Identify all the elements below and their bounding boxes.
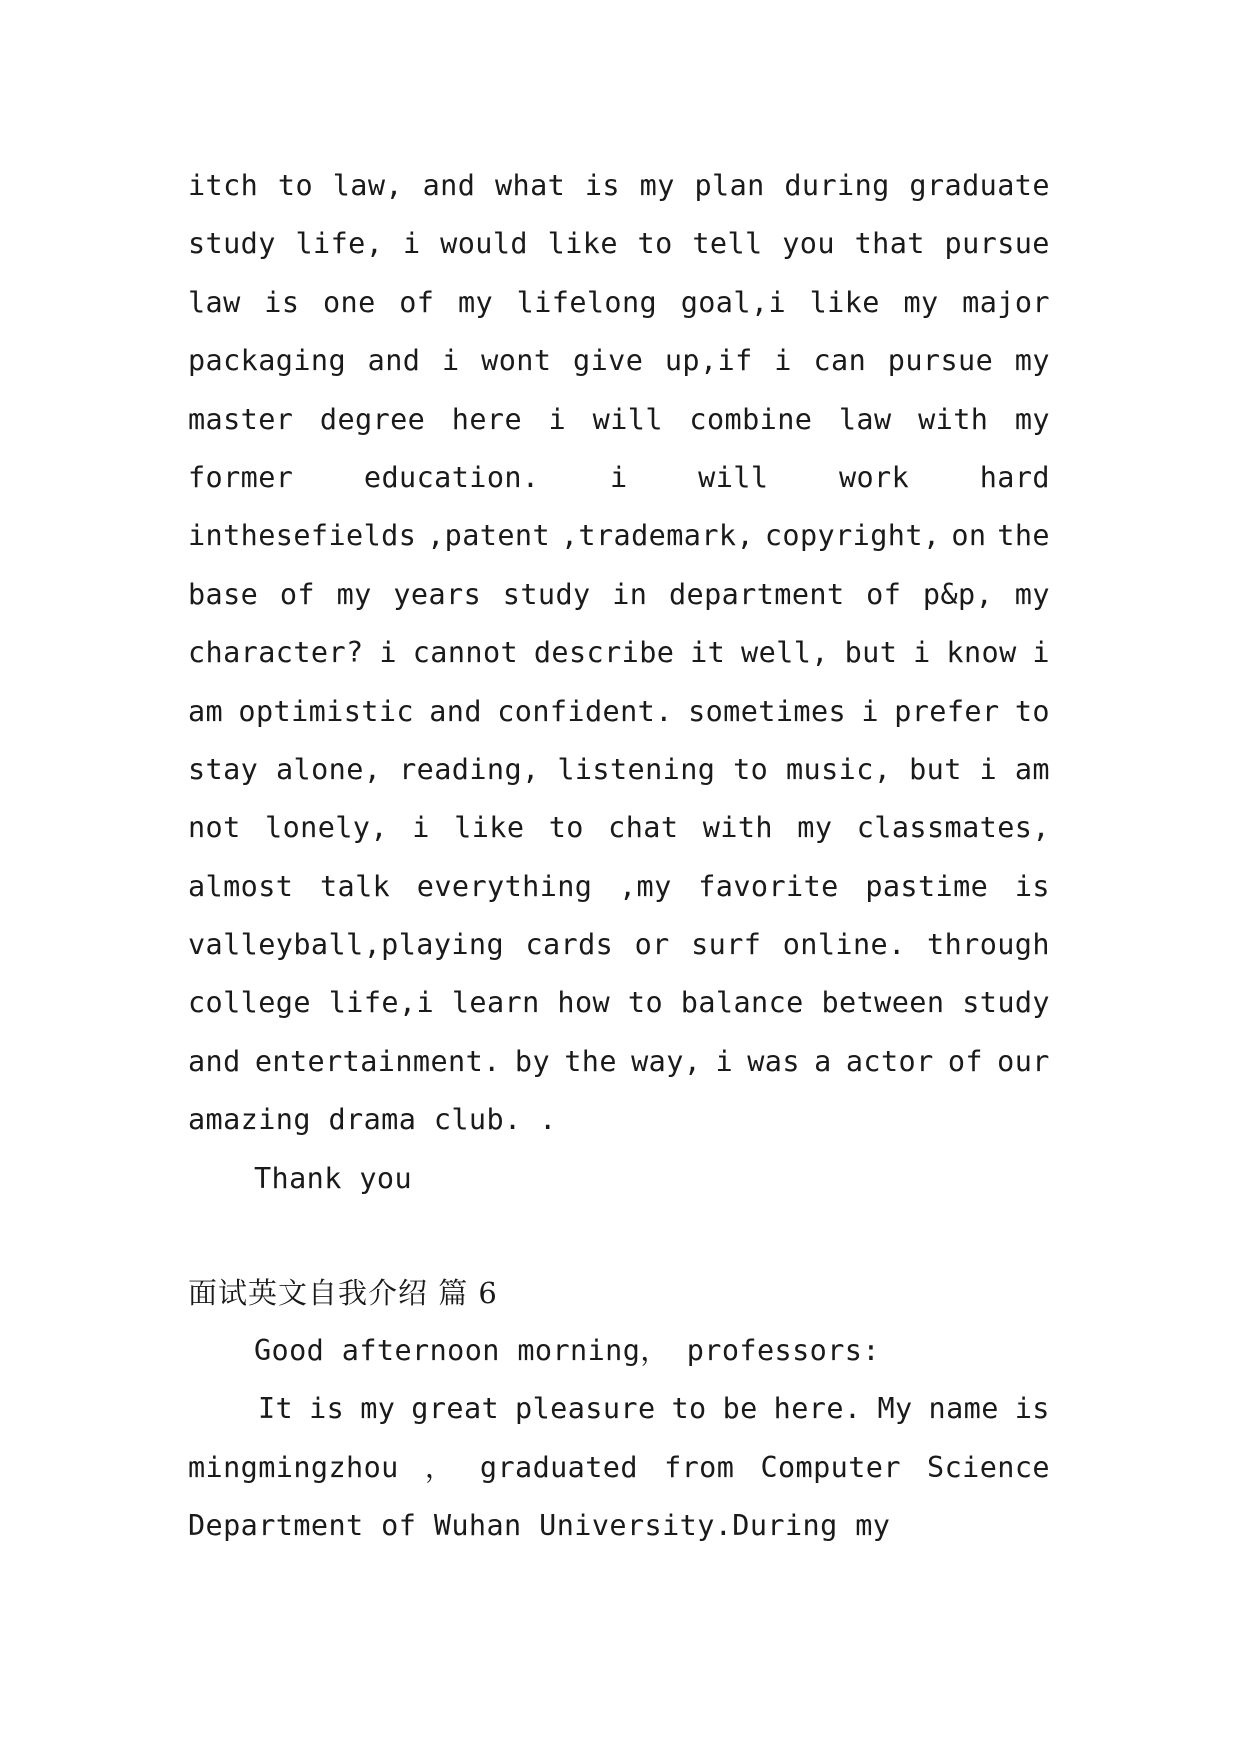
word: former: [188, 460, 294, 494]
word: valleyball,playing: [188, 928, 505, 962]
word: chat: [608, 811, 679, 845]
word: is: [1014, 1392, 1050, 1426]
word: lonely,: [265, 811, 388, 845]
word: with: [918, 402, 989, 436]
text-line: [188, 683, 1050, 741]
word: study: [962, 986, 1050, 1020]
word: work: [838, 460, 910, 494]
word: am: [1014, 752, 1050, 786]
word: graduate: [909, 169, 1050, 202]
word: and: [429, 694, 482, 728]
word: my: [1014, 344, 1050, 378]
text-line: [188, 274, 1050, 332]
word: to: [1014, 694, 1050, 728]
word: in: [612, 577, 648, 611]
word: pastime: [865, 869, 989, 903]
word: major: [962, 285, 1050, 319]
word: will: [592, 402, 663, 436]
word: my: [457, 285, 494, 319]
word: how: [557, 986, 611, 1020]
word: surf: [691, 928, 762, 962]
word: is: [264, 285, 300, 319]
word: combine: [689, 402, 813, 436]
word: to: [733, 752, 769, 786]
word: to: [627, 986, 664, 1020]
word: with: [702, 811, 773, 845]
text-line: [188, 974, 1050, 1032]
text-line: [188, 507, 1050, 565]
word: character?: [188, 636, 364, 670]
word: years: [393, 577, 482, 611]
text-line: Thank you: [254, 1161, 413, 1195]
word: the: [997, 519, 1050, 553]
word: department: [668, 577, 845, 611]
word: from: [664, 1450, 735, 1484]
word: i: [441, 344, 460, 378]
word: college: [188, 986, 311, 1020]
word: cards: [525, 928, 614, 962]
word: my: [336, 577, 372, 611]
word: or: [634, 928, 670, 962]
text-line: [188, 391, 1050, 449]
word: It: [258, 1392, 294, 1426]
word: pursue: [887, 344, 994, 378]
word: alone,: [275, 752, 382, 786]
text-line: [188, 624, 1050, 682]
word: like: [454, 811, 525, 845]
word: my: [797, 811, 833, 845]
word: listening: [557, 752, 716, 786]
word: Science: [927, 1450, 1050, 1484]
word: i: [379, 636, 397, 670]
word: prefer: [894, 694, 1000, 728]
word: pleasure: [515, 1392, 656, 1426]
word: learn: [451, 986, 540, 1020]
word: well,: [741, 636, 829, 670]
text-line: [188, 1439, 1050, 1497]
word: you: [782, 227, 835, 261]
word: i: [1032, 636, 1050, 670]
word: sometimes: [688, 694, 847, 728]
word: a: [814, 1044, 832, 1078]
word: but: [844, 636, 898, 670]
word: up,if: [664, 344, 753, 378]
word: like: [547, 227, 618, 261]
word: lifelong: [516, 285, 658, 319]
word: and: [422, 169, 476, 202]
word: classmates,: [856, 811, 1050, 845]
word: base: [188, 577, 259, 611]
word: online.: [782, 928, 906, 962]
word: stay: [188, 752, 259, 786]
word: mingmingzhou: [188, 1450, 399, 1484]
word: name: [928, 1392, 999, 1426]
word: to: [548, 811, 584, 845]
word: balance: [680, 986, 804, 1020]
word: during: [784, 169, 890, 202]
text-line: [188, 799, 1050, 857]
word: i: [979, 752, 998, 786]
word: i: [402, 227, 421, 261]
word: would: [440, 227, 528, 261]
word: ,my: [618, 869, 672, 903]
word: music,: [785, 752, 892, 786]
word: to: [671, 1392, 707, 1426]
word: education.: [363, 460, 540, 494]
word: my: [360, 1392, 396, 1426]
word: and: [188, 1044, 241, 1078]
word: hard: [979, 460, 1050, 494]
word: degree: [319, 402, 426, 436]
word: is: [1014, 869, 1050, 903]
word: Computer: [760, 1450, 901, 1484]
word: was: [747, 1044, 800, 1078]
word: i: [610, 460, 628, 494]
word: i: [774, 344, 792, 378]
word: the: [564, 1044, 617, 1078]
word: know: [946, 636, 1017, 670]
word: i: [861, 694, 879, 728]
word: describe: [533, 636, 675, 670]
text-line: [188, 741, 1050, 799]
word: everything: [416, 869, 593, 903]
word: ,patent: [427, 519, 551, 553]
word: inthesefields: [188, 519, 417, 553]
word: great: [411, 1392, 500, 1426]
word: not: [188, 811, 241, 845]
word: to: [637, 227, 673, 261]
word: favorite: [698, 869, 839, 903]
word: of: [399, 285, 435, 319]
word: between: [821, 986, 945, 1020]
word: be: [722, 1392, 758, 1426]
word: my: [903, 285, 939, 319]
text-line: [188, 858, 1050, 916]
word: to: [277, 169, 314, 202]
word: study: [188, 227, 276, 261]
word: here: [451, 402, 523, 436]
word: law,: [332, 169, 403, 202]
text-line: amazing drama club. .: [188, 1103, 557, 1137]
word: will: [698, 460, 769, 494]
word: my: [1014, 402, 1050, 436]
word: one: [322, 285, 376, 319]
text-line: [188, 332, 1050, 390]
word: law: [838, 402, 892, 436]
word: confident.: [497, 694, 673, 728]
text-line: [188, 566, 1050, 624]
word: ,trademark,: [560, 519, 755, 553]
word: what: [494, 169, 566, 202]
word: i: [913, 636, 931, 670]
word: i: [715, 1044, 734, 1078]
word: is: [309, 1392, 345, 1426]
word: am: [188, 694, 224, 728]
word: here.: [773, 1392, 862, 1426]
word: of: [866, 577, 902, 611]
word: tell: [692, 227, 763, 261]
paragraph-body: [188, 157, 1050, 1208]
word: but: [909, 752, 962, 786]
word: ，: [424, 1450, 454, 1484]
word: i: [548, 402, 567, 436]
word: actor: [845, 1044, 934, 1078]
text-line: Department of Wuhan University.During my: [188, 1509, 891, 1543]
word: cannot: [412, 636, 519, 670]
text-line: Good afternoon morning， professors:: [254, 1334, 880, 1367]
word: packaging: [188, 344, 347, 378]
word: that: [854, 227, 925, 261]
word: of: [947, 1044, 983, 1078]
word: and: [367, 344, 421, 378]
section-heading: 面试英文自我介绍 篇 6: [188, 1276, 498, 1310]
word: copyright,: [764, 519, 941, 553]
word: on: [951, 519, 987, 553]
word: entertainment.: [254, 1044, 501, 1078]
word: can: [813, 344, 867, 378]
text-line: [188, 449, 1050, 507]
word: our: [997, 1044, 1050, 1078]
word: law: [188, 285, 241, 319]
word: is: [584, 169, 620, 202]
word: reading,: [399, 752, 540, 786]
word: p&p,: [922, 577, 994, 611]
word: optimistic: [238, 694, 414, 728]
word: my: [1014, 577, 1050, 611]
text-line: [188, 215, 1050, 273]
text-line: [188, 1033, 1050, 1091]
word: it: [690, 636, 726, 670]
word: My: [877, 1392, 913, 1426]
word: plan: [694, 169, 765, 202]
word: of: [279, 577, 315, 611]
word: i: [412, 811, 430, 845]
word: itch: [188, 169, 259, 202]
word: by: [514, 1044, 551, 1078]
word: pursue: [944, 227, 1050, 261]
word: almost: [188, 869, 294, 903]
text-line: [188, 1380, 1050, 1438]
word: wont: [481, 344, 552, 378]
word: life,i: [328, 986, 435, 1020]
word: my: [639, 169, 675, 202]
word: way,: [631, 1044, 702, 1078]
text-line: [188, 157, 1050, 215]
word: like: [809, 285, 880, 319]
word: give: [573, 344, 644, 378]
text-line: [188, 916, 1050, 974]
section-body: [188, 1322, 1050, 1556]
word: talk: [319, 869, 391, 903]
word: goal,i: [680, 285, 787, 319]
word: master: [188, 402, 294, 436]
word: life,: [295, 227, 384, 261]
word: study: [502, 577, 591, 611]
word: graduated: [479, 1450, 638, 1484]
word: through: [927, 928, 1050, 962]
